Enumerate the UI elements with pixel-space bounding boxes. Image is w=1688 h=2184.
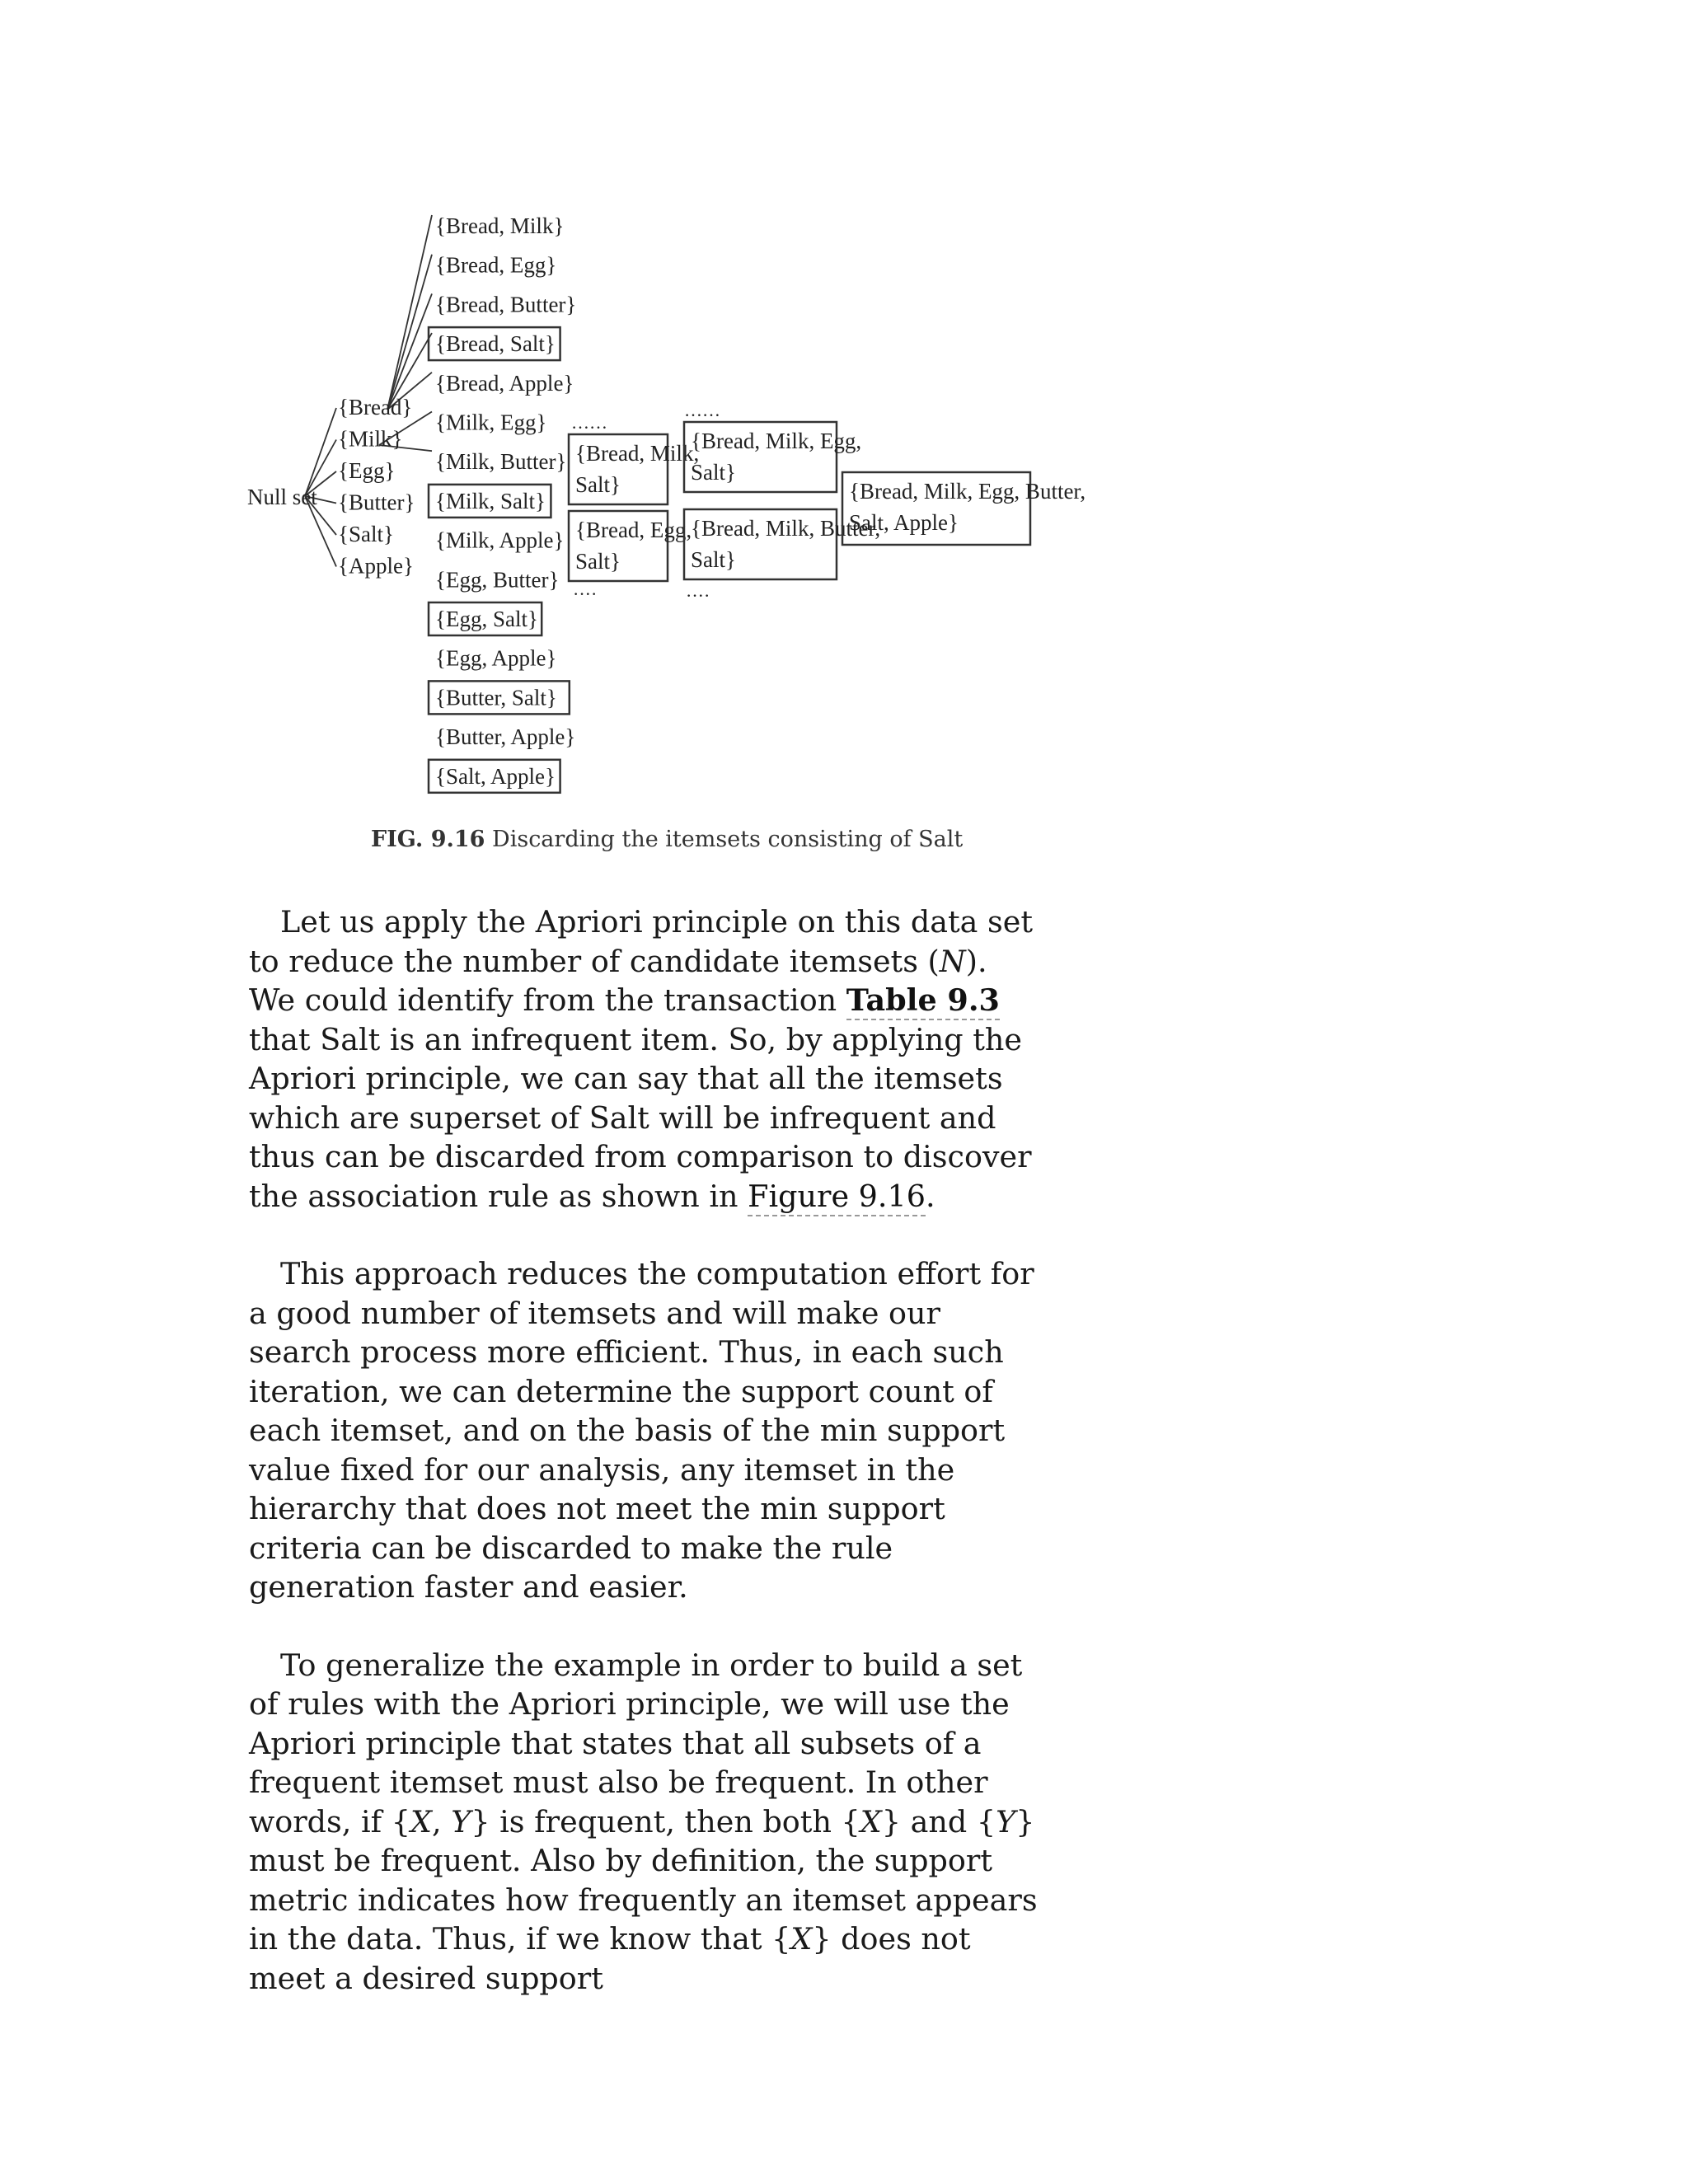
table-9-3-link[interactable]: Table 9.3 <box>846 982 1000 1020</box>
level4-itemset-line: {Bread, Milk, Butter, <box>691 516 881 541</box>
level3-itemset-line: {Bread, Egg, <box>575 518 692 542</box>
level2-itemset-discarded: {Egg, Salt} <box>435 607 538 631</box>
null-set-label: Null set <box>247 485 317 509</box>
level5-itemset-line: Salt, Apple} <box>849 510 959 535</box>
level3-itemset-line: Salt} <box>575 472 621 497</box>
text-segment: } and { <box>881 1803 996 1840</box>
level1-itemset: {Bread} <box>338 395 413 419</box>
ellipsis: ···· <box>686 585 710 606</box>
level2-itemset: {Bread, Apple} <box>435 370 574 396</box>
text-segment: } must be frequent. Also by definition, the support metric indicates how frequently an itemset appears in the data. Thus, if we know that { <box>249 1803 1038 1957</box>
ellipsis: ···· <box>573 583 598 604</box>
level2-itemset-discarded: {Butter, Salt} <box>435 685 557 710</box>
level3-itemset-line: Salt} <box>575 549 621 574</box>
level3-itemset-line: {Bread, Milk, <box>575 441 700 466</box>
level2-itemset: {Egg, Apple} <box>435 645 557 671</box>
itemset-lattice-figure <box>0 0 1688 832</box>
text-segment: , <box>431 1803 452 1840</box>
text-segment: ). We could identify from the transaction <box>249 943 987 1018</box>
text-segment: } does not meet a desired support <box>249 1921 971 1996</box>
level2-itemset-discarded: {Bread, Salt} <box>435 331 556 357</box>
variable-y: Y <box>451 1803 471 1840</box>
level1-itemset: {Apple} <box>338 553 414 579</box>
level1-itemset: {Salt} <box>338 522 394 546</box>
body-text-paragraph-1 <box>249 902 1040 2036</box>
text-segment: . <box>925 1178 935 1214</box>
level2-itemset: {Milk, Butter} <box>435 449 567 475</box>
level2-itemset: {Bread, Butter} <box>435 292 577 317</box>
level2-itemset: {Milk, Egg} <box>435 410 547 435</box>
level4-itemset-line: Salt} <box>691 547 736 572</box>
text-segment: that Salt is an infrequent item. So, by applying the Apriori principle, we can say that all the itemsets which are superset of Salt will be infrequent and thus can be discarded from comparison to discover the association rule as shown in <box>249 1021 1032 1214</box>
text-segment: } is frequent, then both { <box>471 1803 860 1840</box>
level4-itemset-line: Salt} <box>691 460 736 485</box>
figure-caption-text: Discarding the itemsets consisting of Salt <box>485 827 964 852</box>
ellipsis: …… <box>571 412 607 433</box>
figure-caption-label: FIG. 9.16 <box>371 827 485 852</box>
ellipsis: …… <box>684 400 720 420</box>
lattice-edge <box>387 255 432 410</box>
text-segment: Let us apply the Apriori principle on this data set to reduce the number of candidate itemsets ( <box>249 904 1034 979</box>
level2-itemset-discarded: {Salt, Apple} <box>435 763 556 789</box>
variable-x: X <box>860 1803 882 1840</box>
text-segment: To generalize the example in order to build a set of rules with the Apriori principle, we will use the Apriori principle that states that all subsets of a frequent itemset must also be frequent. In other words, if { <box>249 1647 1023 1840</box>
level4-itemset-line: {Bread, Milk, Egg, <box>691 429 862 453</box>
variable-y: Y <box>996 1803 1016 1840</box>
body-text-paragraph-3 <box>249 1646 1040 1999</box>
level1-itemset: {Egg} <box>338 458 396 483</box>
level2-itemset: {Bread, Egg} <box>435 252 557 278</box>
level5-itemset-line: {Bread, Milk, Egg, Butter, <box>849 479 1086 504</box>
level1-itemset: {Milk} <box>338 426 403 452</box>
figure-9-16-link[interactable]: Figure 9.16 <box>748 1179 926 1216</box>
level2-itemset: {Egg, Butter} <box>435 567 560 593</box>
variable-n: N <box>939 943 966 979</box>
level2-itemset: {Bread, Milk} <box>435 213 565 238</box>
variable-x: X <box>410 1803 432 1840</box>
variable-x: X <box>790 1921 813 1957</box>
lattice-nodes <box>247 213 1085 793</box>
level1-itemset: {Butter} <box>338 490 415 515</box>
figure-caption <box>371 827 1360 852</box>
level2-itemset: {Milk, Apple} <box>435 527 565 553</box>
body-text-paragraph-2: This approach reduces the computation effort for a good number of itemsets and will make our search process more efficient. Thus, in each such iteration, we can determine the support count of each itemset, and on the basis of the min support value fixed for our analysis, any itemset in the hierarchy that does not meet the min support criteria can be discarded to make the rule generation faster and easier. <box>249 1256 1034 1605</box>
level2-itemset-discarded: {Milk, Salt} <box>435 488 546 513</box>
level2-itemset: {Butter, Apple} <box>435 724 576 750</box>
